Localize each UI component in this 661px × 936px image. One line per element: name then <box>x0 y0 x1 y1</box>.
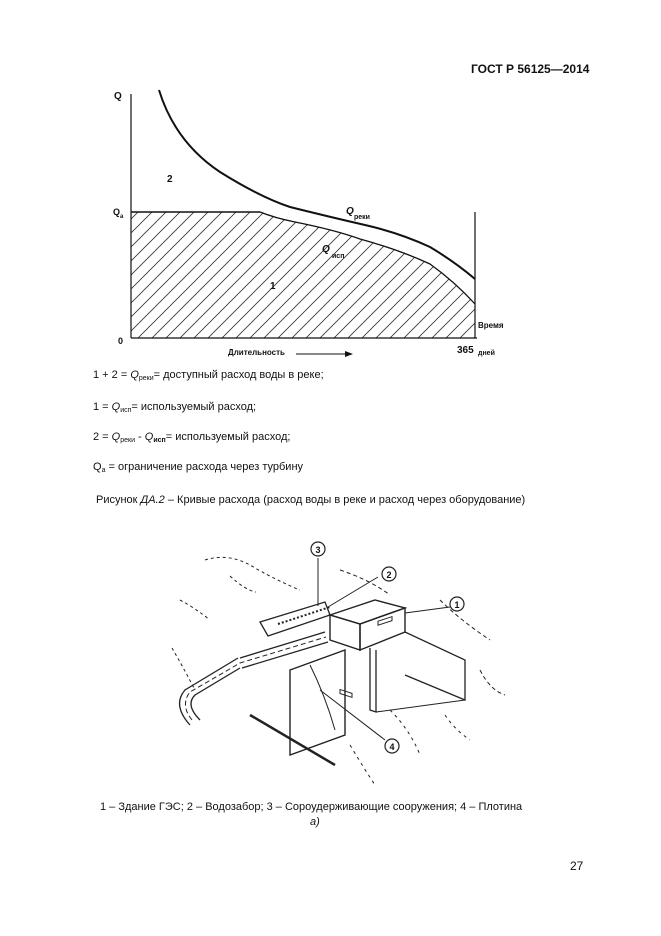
tailrace-wall-right <box>405 632 465 700</box>
callout-4 <box>385 739 399 753</box>
duration-axis-label: Длительность <box>228 348 285 357</box>
callout-1 <box>450 597 464 611</box>
qa-tick-sub: а <box>120 214 124 220</box>
powerhouse-side <box>360 608 405 650</box>
used-curve-label: Q <box>322 244 330 255</box>
river-curve-label: Q <box>346 206 354 217</box>
lower-riverbank <box>350 710 470 785</box>
used-flow-region <box>131 212 475 338</box>
region-2-label: 2 <box>167 174 173 185</box>
callout-1-number: 1 <box>454 600 460 610</box>
qa-tick-label: Q <box>113 207 121 217</box>
tailrace-wall-left <box>370 648 376 712</box>
x-end-unit: дней <box>478 350 495 357</box>
standard-header: ГОСТ Р 56125—2014 <box>471 62 590 76</box>
powerhouse-window-2 <box>378 617 392 626</box>
callout-3 <box>311 542 325 556</box>
callout-3-number: 3 <box>315 545 321 555</box>
callout-2-number: 2 <box>386 570 392 580</box>
time-axis-label: Время <box>478 321 504 330</box>
powerhouse-window <box>340 689 352 697</box>
page-number: 27 <box>570 859 584 873</box>
intake-trash-rack <box>278 607 330 624</box>
used-curve-sub: исп <box>332 253 345 260</box>
penstock <box>180 632 328 725</box>
legend-line-1: $1 + 2 = Q_{реки}=$ доступный расход воды в реке; <box>93 369 324 382</box>
y-axis-label: Q <box>114 91 122 102</box>
callout-2-leader <box>328 577 378 607</box>
duration-arrowhead <box>345 351 353 357</box>
callout-2 <box>382 567 396 581</box>
callout-1-leader <box>405 607 450 613</box>
origin-label: 0 <box>118 336 124 346</box>
figure-caption: Рисунок ДА.2 – Кривые расхода (расход воды в реке и расход через оборудование) <box>96 494 526 506</box>
diagram-caption: 1 – Здание ГЭС; 2 – Водозабор; 3 – Сороудерживающие сооружения; 4 – Плотина <box>100 801 523 813</box>
dam-base <box>250 715 335 765</box>
hydropower-plant-diagram <box>160 540 510 790</box>
tailrace-floor <box>376 700 465 712</box>
legend-line-3: $2 = Q_{реки} - Q_{исп}=$ используемый расход; <box>93 431 291 444</box>
dam-spillway <box>310 665 335 730</box>
legend-line-2: $1 = Q_{исп}=$ используемый расход; <box>93 401 257 414</box>
diagram-sublabel: а) <box>310 816 320 828</box>
region-1-label: 1 <box>270 281 276 292</box>
powerhouse-front <box>330 615 360 650</box>
legend-line-4: $Q_а$ = ограничение расхода через турбину <box>93 461 304 474</box>
river-curve-sub: реки <box>354 214 370 221</box>
flow-duration-chart <box>100 82 530 372</box>
callout-4-number: 4 <box>389 742 395 752</box>
right-riverbank <box>340 570 505 695</box>
x-end-label: 365 <box>457 345 474 356</box>
